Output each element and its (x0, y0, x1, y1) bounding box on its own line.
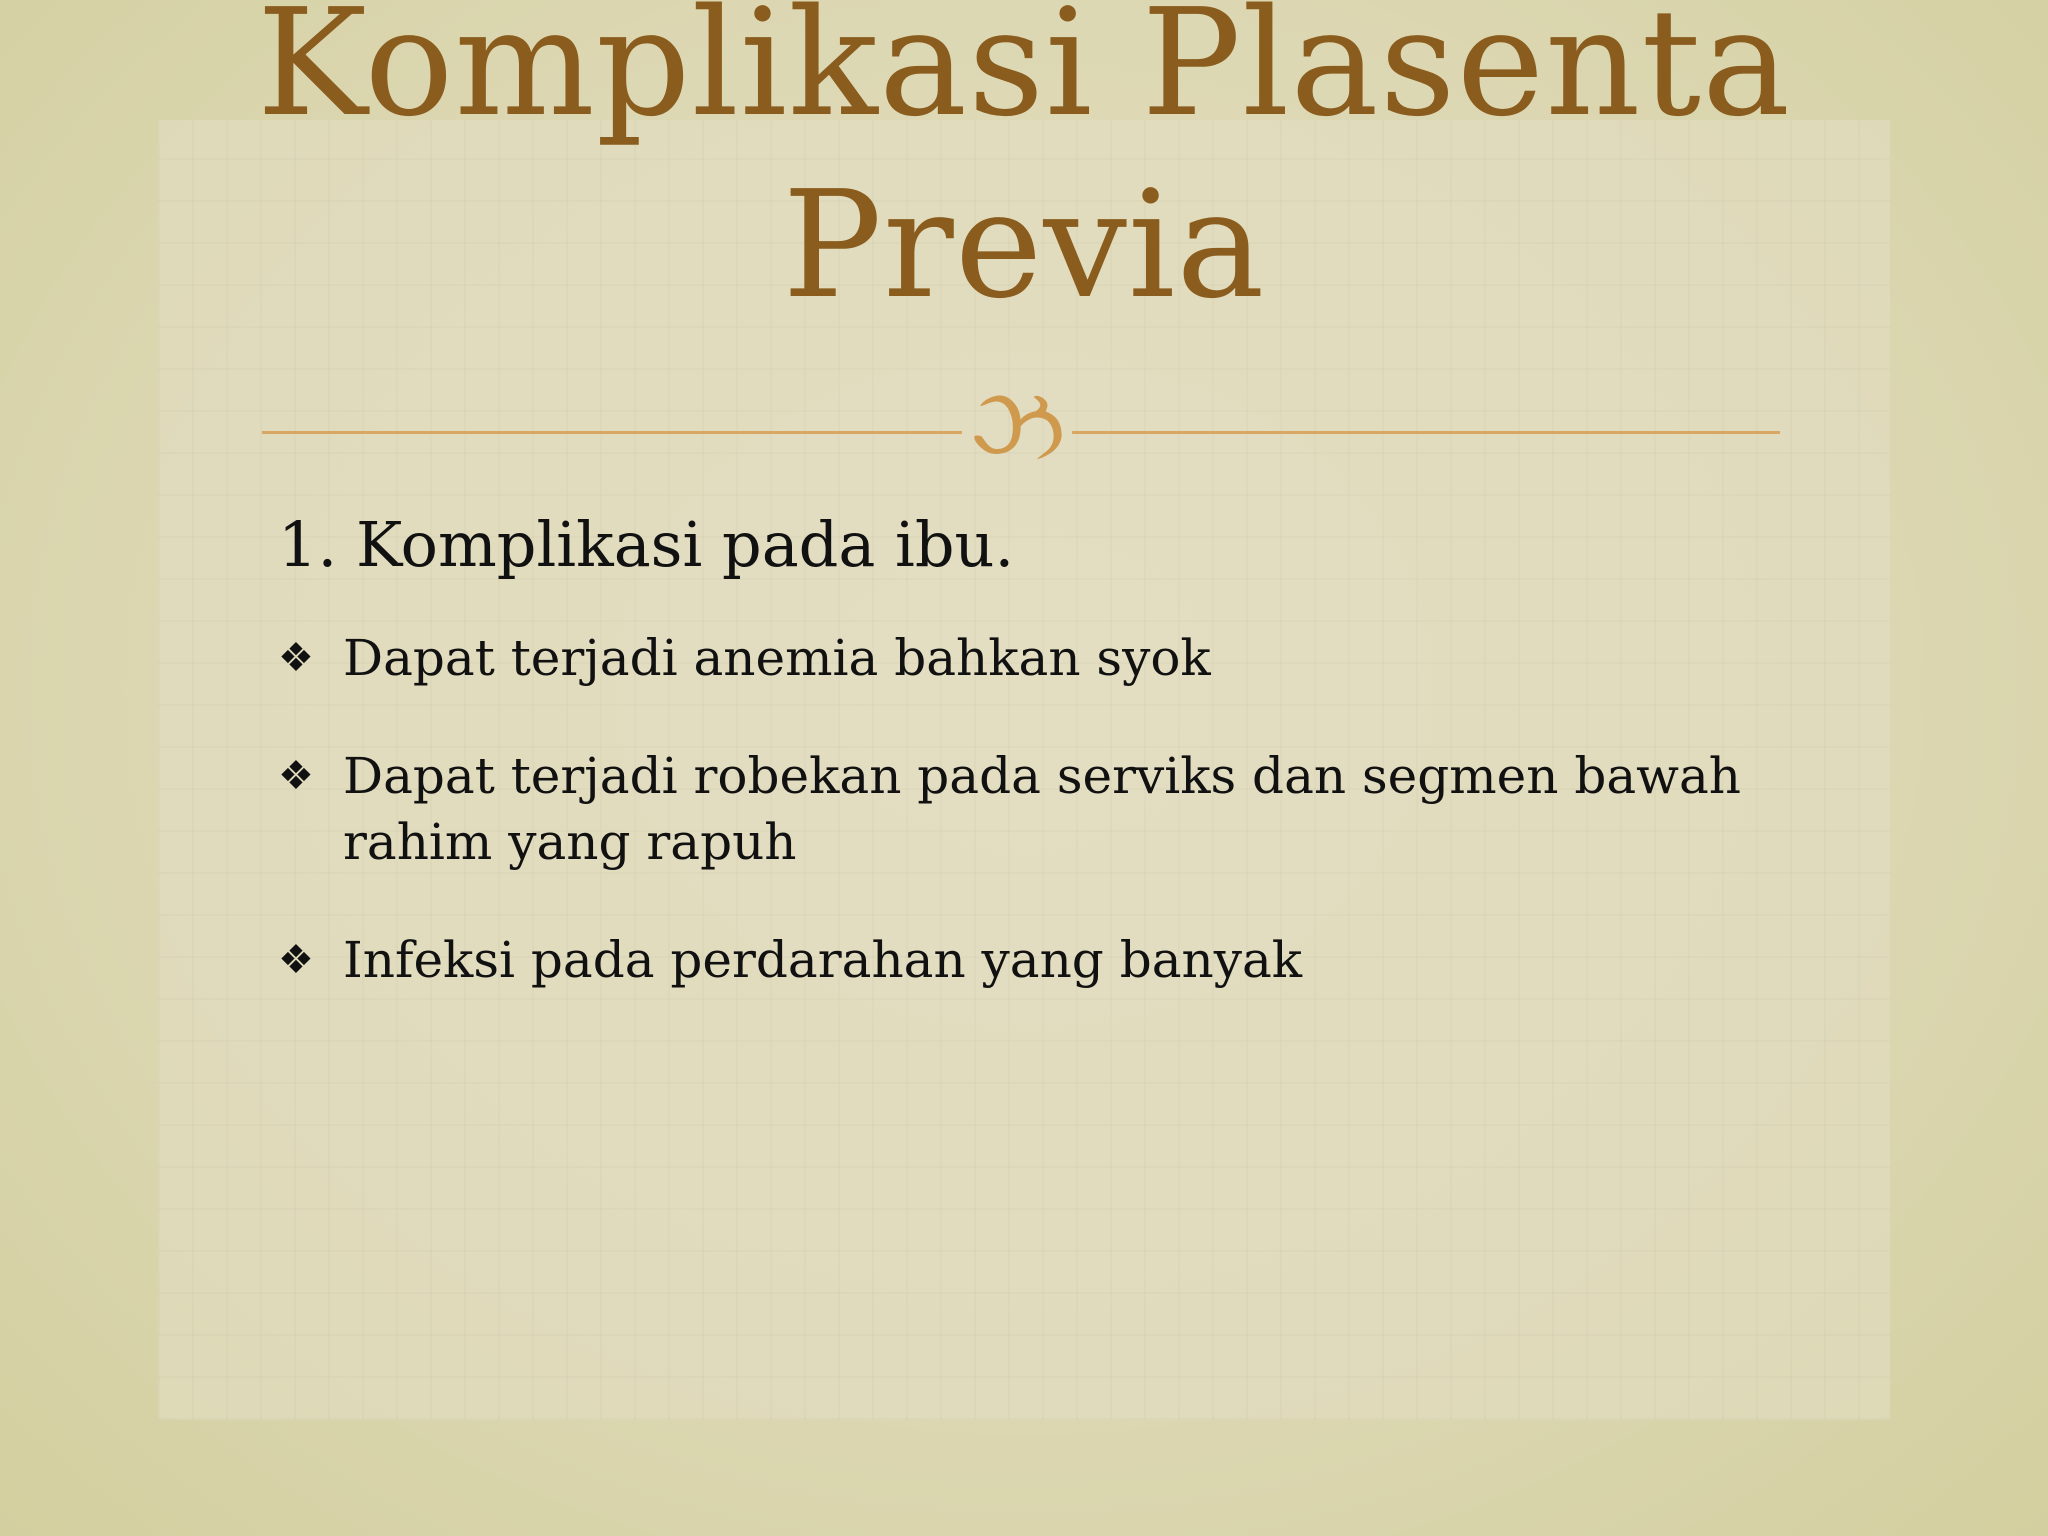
list-item (278, 927, 1778, 993)
list-item (278, 625, 1778, 691)
diamond-bullet-icon: ❖ (278, 753, 314, 799)
bullet-text: Dapat terjadi anemia bahkan syok (343, 629, 1211, 687)
bullet-text: Dapat terjadi robekan pada serviks dan segmen bawah rahim yang rapuh (343, 747, 1741, 871)
numbered-heading (278, 505, 1778, 585)
list-item (278, 743, 1778, 875)
ornament-icon: ઝ (970, 366, 1066, 483)
slide-body (278, 505, 1778, 1045)
diamond-bullet-icon: ❖ (278, 937, 314, 983)
numbered-heading-text: Komplikasi pada ibu. (356, 508, 1015, 581)
list-number: 1. (278, 508, 338, 581)
diamond-bullet-icon: ❖ (278, 635, 314, 681)
divider-line-left (262, 431, 962, 434)
divider-line-right (1072, 431, 1780, 434)
bullet-text: Infeksi pada perdarahan yang banyak (343, 931, 1303, 989)
bullet-list (278, 625, 1778, 993)
slide-title: Komplikasi Plasenta Previa (256, 0, 1792, 331)
